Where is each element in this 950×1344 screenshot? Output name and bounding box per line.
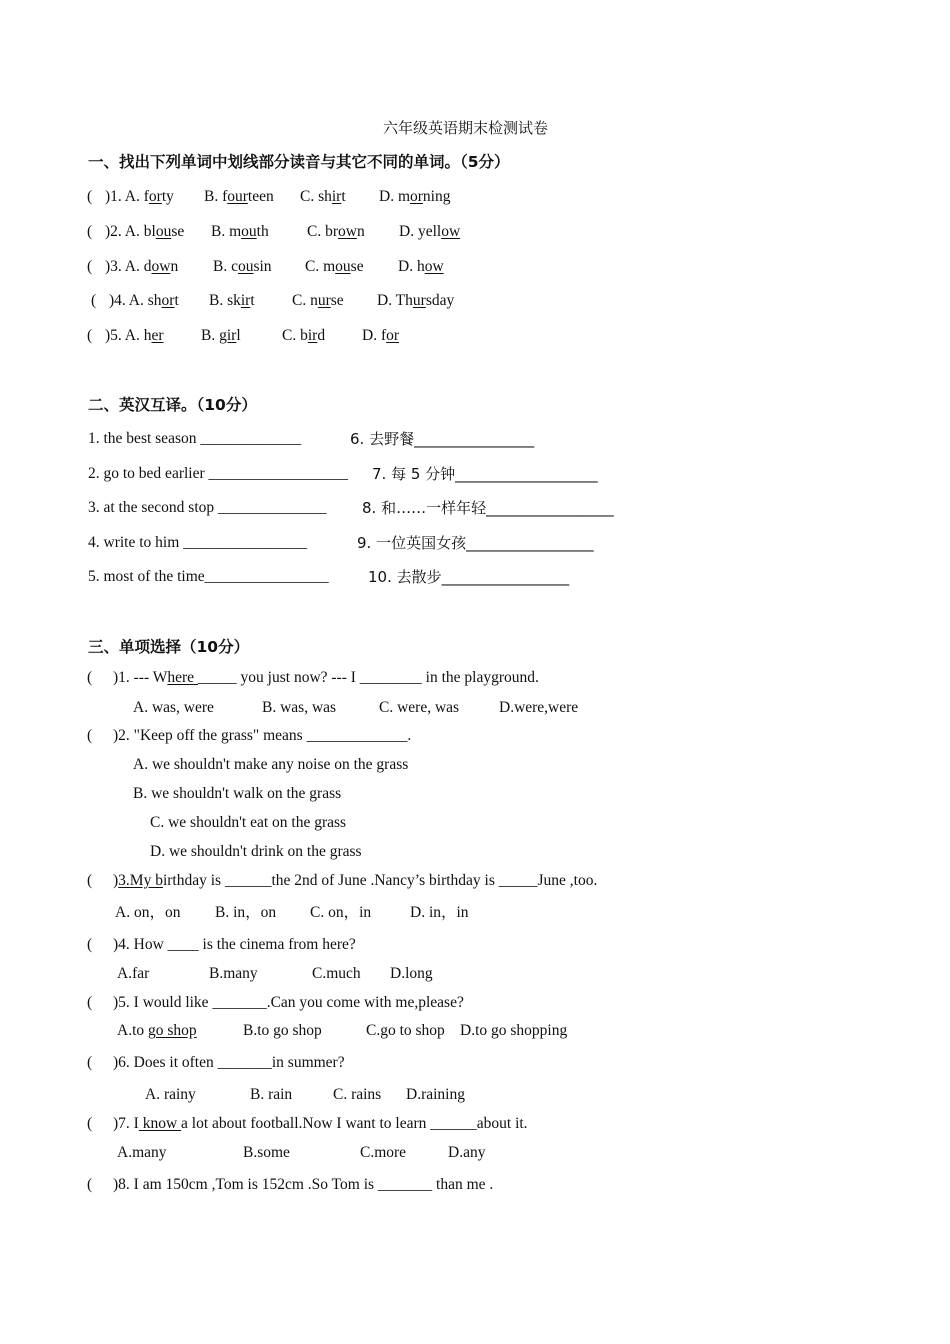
paren: (	[87, 327, 93, 344]
question-7: )7. I know a lot about football.Now I want to learn ______about it.	[113, 1115, 528, 1132]
paren: (	[87, 669, 93, 686]
translate-item-4: 4. write to him ________________	[88, 534, 308, 551]
phonics-option-d: D. for	[362, 327, 400, 344]
phonics-option-c: C. mouse	[305, 258, 364, 275]
question-4: )4. How ____ is the cinema from here?	[113, 936, 356, 953]
q1-option-d: D.were,were	[499, 699, 579, 716]
q4-option-c: C.much	[312, 965, 361, 982]
q1-option-c: C. were, was	[379, 699, 460, 716]
section2-heading: 二、英汉互译。（10分）	[88, 396, 257, 414]
q4-option-b: B.many	[209, 965, 258, 982]
page-title: 六年级英语期末检测试卷	[383, 119, 549, 137]
paren: (	[91, 292, 97, 309]
paren: (	[87, 872, 93, 889]
question-6: )6. Does it often _______in summer?	[113, 1054, 345, 1071]
q6-option-a: A. rainy	[145, 1086, 196, 1103]
phonics-item-2: )2. A. blouse	[105, 223, 185, 240]
question-2: )2. "Keep off the grass" means _____________.	[113, 727, 412, 744]
q5-option-c: C.go to shop	[366, 1022, 445, 1039]
paren: (	[87, 727, 93, 744]
q6-option-b: B. rain	[250, 1086, 293, 1103]
phonics-option-c: C. nurse	[292, 292, 344, 309]
phonics-item-3: )3. A. down	[105, 258, 179, 275]
q3-option-a: A. on，on	[115, 904, 181, 921]
phonics-option-b: B. skirt	[209, 292, 255, 309]
q1-option-a: A. was, were	[133, 699, 214, 716]
phonics-item-1: )1. A. forty	[105, 188, 174, 205]
q7-option-b: B.some	[243, 1144, 290, 1161]
q3-option-d: D. in，in	[410, 904, 469, 921]
phonics-option-c: C. shirt	[300, 188, 346, 205]
paren: (	[87, 1176, 93, 1193]
q2-option-c: C. we shouldn't eat on the grass	[150, 814, 347, 831]
section1-heading: 一、找出下列单词中划线部分读音与其它不同的单词。（5分）	[88, 153, 510, 171]
translate-item-5: 5. most of the time________________	[88, 568, 329, 585]
phonics-option-c: C. bird	[282, 327, 326, 344]
q7-option-a: A.many	[117, 1144, 167, 1161]
phonics-option-c: C. brown	[307, 223, 365, 240]
phonics-option-b: B. fourteen	[204, 188, 274, 205]
phonics-option-b: B. cousin	[213, 258, 272, 275]
q1-option-b: B. was, was	[262, 699, 337, 716]
paren: (	[87, 994, 93, 1011]
translate-item-9: 9. 一位英国女孩_________________	[357, 534, 594, 552]
phonics-item-4: )4. A. short	[109, 292, 179, 309]
phonics-item-5: )5. A. her	[105, 327, 164, 344]
q4-option-a: A.far	[117, 965, 150, 982]
translate-item-3: 3. at the second stop ______________	[88, 499, 327, 516]
question-5: )5. I would like _______.Can you come with me,please?	[113, 994, 464, 1011]
paren: (	[87, 258, 93, 275]
translate-item-7: 7. 每 5 分钟___________________	[372, 465, 598, 483]
phonics-option-b: B. girl	[201, 327, 241, 344]
q2-option-b: B. we shouldn't walk on the grass	[133, 785, 342, 802]
phonics-option-b: B. mouth	[211, 223, 269, 240]
q7-option-d: D.any	[448, 1144, 486, 1161]
paren: (	[87, 1054, 93, 1071]
translate-item-2: 2. go to bed earlier __________________	[88, 465, 349, 482]
q5-option-b: B.to go shop	[243, 1022, 322, 1039]
phonics-option-d: D. morning	[379, 188, 451, 205]
question-1: )1. --- Where _____ you just now? --- I ________ in the playground.	[113, 669, 539, 686]
q3-option-c: C. on，in	[310, 904, 372, 921]
question-3: )3.My birthday is ______the 2nd of June .Nancy’s birthday is _____June ,too.	[113, 872, 598, 889]
q5-option-d: D.to go shopping	[460, 1022, 568, 1039]
section3-heading: 三、单项选择（10分）	[88, 638, 250, 656]
q4-option-d: D.long	[390, 965, 433, 982]
translate-item-6: 6. 去野餐________________	[350, 430, 535, 448]
q2-option-d: D. we shouldn't drink on the grass	[150, 843, 362, 860]
q7-option-c: C.more	[360, 1144, 407, 1161]
phonics-option-d: D. how	[398, 258, 444, 275]
q6-option-c: C. rains	[333, 1086, 382, 1103]
q5-option-a: A.to go shop	[117, 1022, 197, 1039]
q6-option-d: D.raining	[406, 1086, 465, 1103]
paren: (	[87, 936, 93, 953]
q3-option-b: B. in，on	[215, 904, 277, 921]
translate-item-10: 10. 去散步_________________	[368, 568, 570, 586]
paren: (	[87, 1115, 93, 1132]
translate-item-1: 1. the best season _____________	[88, 430, 302, 447]
q2-option-a: A. we shouldn't make any noise on the grass	[133, 756, 409, 773]
paren: (	[87, 188, 93, 205]
phonics-option-d: D. Thursday	[377, 292, 455, 309]
paren: (	[87, 223, 93, 240]
translate-item-8: 8. 和……一样年轻_________________	[362, 499, 614, 517]
question-8: )8. I am 150cm ,Tom is 152cm .So Tom is _______ than me .	[113, 1176, 494, 1193]
phonics-option-d: D. yellow	[399, 223, 461, 240]
